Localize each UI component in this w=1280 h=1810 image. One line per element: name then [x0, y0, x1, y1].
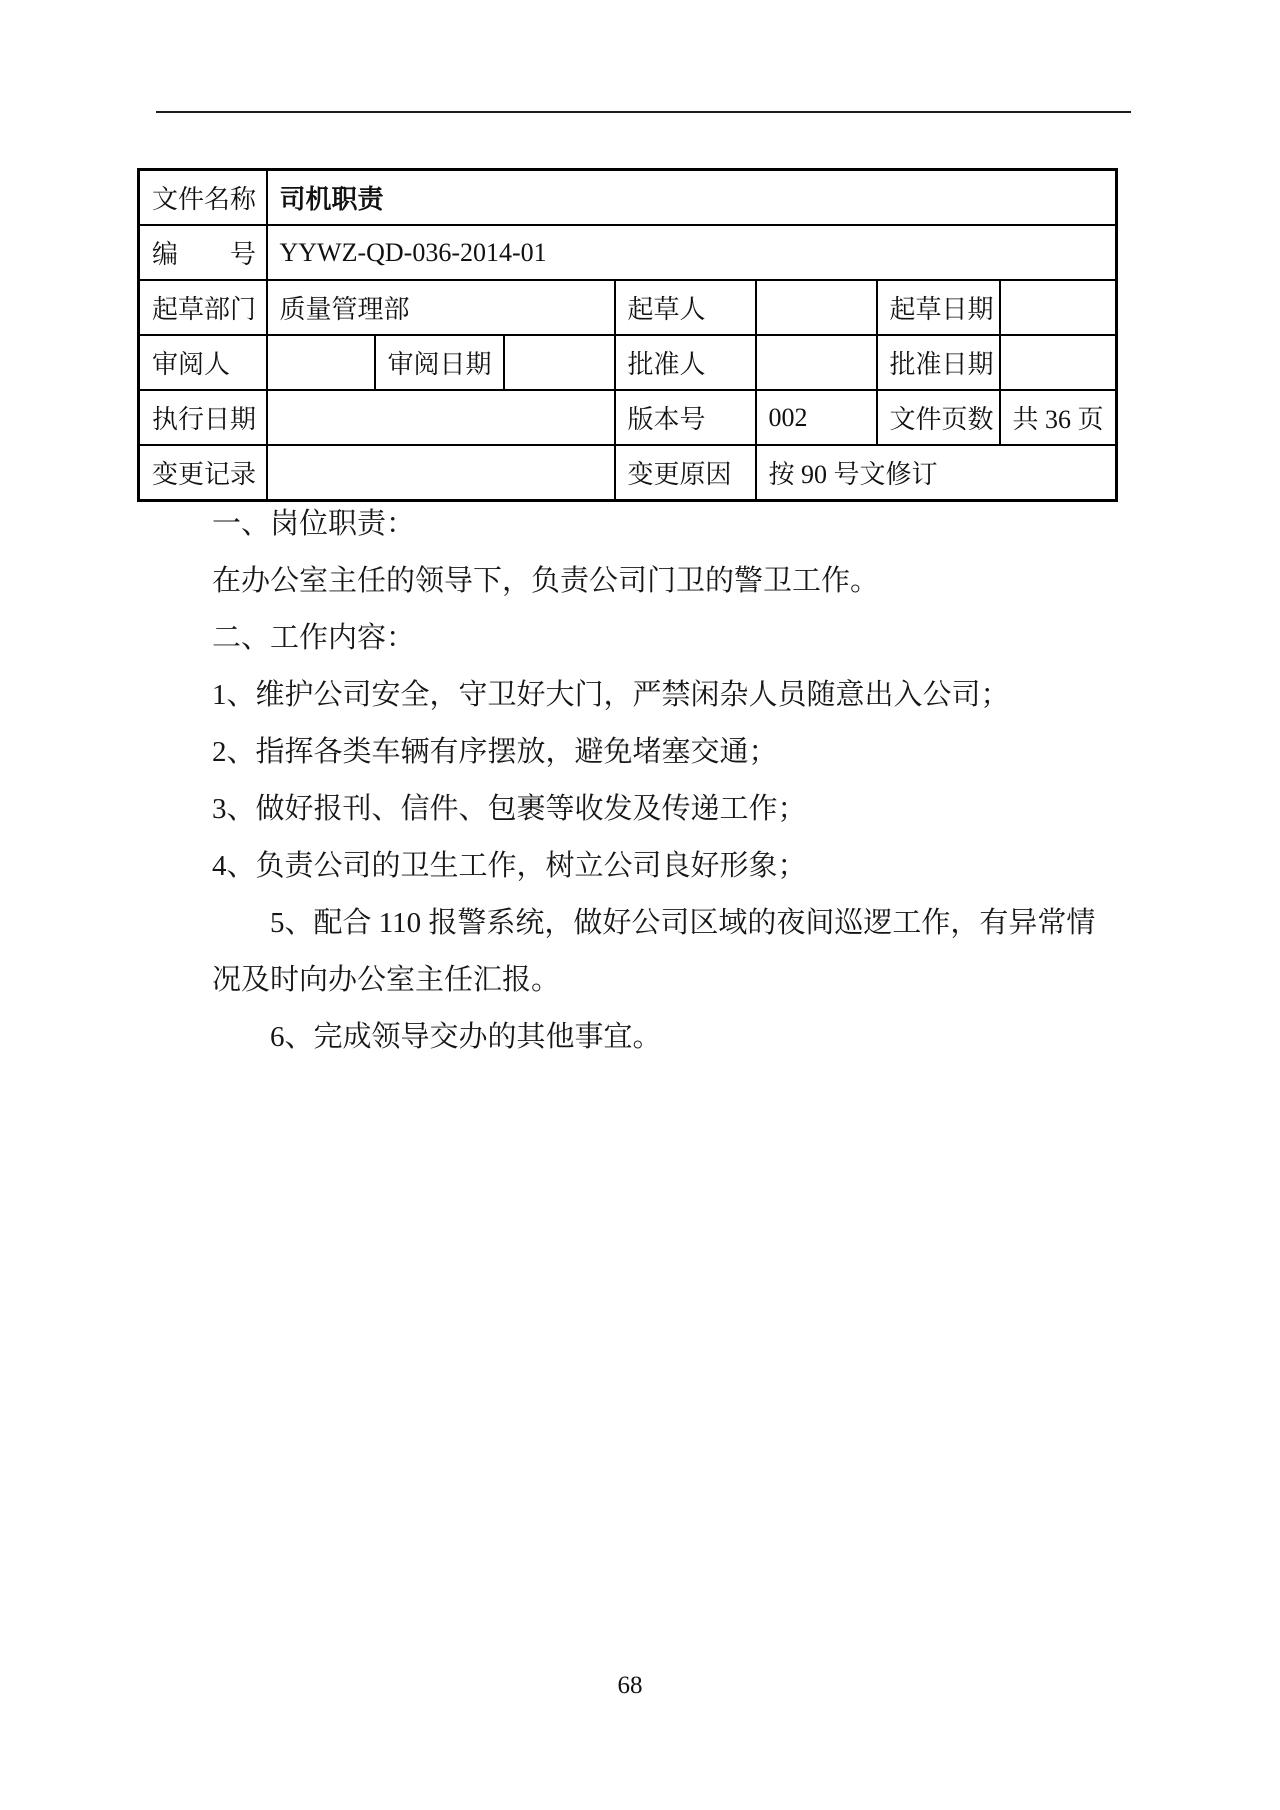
version-value: 002 [756, 390, 877, 445]
exec-date-value [267, 390, 615, 445]
drafter-label: 起草人 [615, 280, 756, 335]
document-info-table [137, 168, 1118, 502]
change-reason-value: 按 90 号文修订 [756, 445, 1117, 501]
draft-date-label: 起草日期 [877, 280, 1000, 335]
page-number: 68 [617, 1672, 643, 1699]
reviewer-value [267, 335, 375, 390]
doc-number-value: YYWZ-QD-036-2014-01 [267, 225, 1117, 280]
approve-date-label: 批准日期 [877, 335, 1000, 390]
table-row-review-approve [139, 335, 1117, 390]
doc-number-label: 编 号 [139, 225, 267, 280]
file-name-value: 司机职责 [267, 170, 1117, 226]
paragraph-duties-desc: 在办公室主任的领导下，负责公司门卫的警卫工作。 [212, 565, 880, 597]
list-item-5-line2: 况及时向办公室主任汇报。 [212, 964, 561, 996]
draft-date-value [1000, 280, 1117, 335]
list-item-3: 3、做好报刊、信件、包裹等收发及传递工作； [212, 793, 807, 825]
list-item-5-line1: 5、配合 110 报警系统，做好公司区域的夜间巡逻工作，有异常情 [270, 907, 1096, 939]
drafter-value [756, 280, 877, 335]
table-row-doc-number [139, 225, 1117, 280]
table-row-change [139, 445, 1117, 501]
table-row-file-name [139, 170, 1117, 226]
table-row-version [139, 390, 1117, 445]
draft-dept-value: 质量管理部 [267, 280, 615, 335]
pages-label: 文件页数 [877, 390, 1000, 445]
approver-label: 批准人 [615, 335, 756, 390]
draft-dept-label: 起草部门 [139, 280, 267, 335]
table-row-drafting [139, 280, 1117, 335]
version-label: 版本号 [615, 390, 756, 445]
list-item-6: 6、完成领导交办的其他事宜。 [270, 1021, 662, 1053]
review-date-value [504, 335, 615, 390]
change-record-value [267, 445, 615, 501]
heading-duties: 一、岗位职责： [212, 508, 416, 540]
reviewer-label: 审阅人 [139, 335, 267, 390]
list-item-2: 2、指挥各类车辆有序摆放，避免堵塞交通； [212, 736, 778, 768]
approver-value [756, 335, 877, 390]
change-reason-label: 变更原因 [615, 445, 756, 501]
exec-date-label: 执行日期 [139, 390, 267, 445]
heading-work-content: 二、工作内容： [212, 622, 416, 654]
header-divider [156, 111, 1131, 113]
document-body [212, 496, 1132, 1066]
file-name-label: 文件名称 [139, 170, 267, 226]
approve-date-value [1000, 335, 1117, 390]
pages-value: 共 36 页 [1000, 390, 1117, 445]
change-record-label: 变更记录 [139, 445, 267, 501]
list-item-4: 4、负责公司的卫生工作，树立公司良好形象； [212, 850, 807, 882]
list-item-1: 1、维护公司安全，守卫好大门，严禁闲杂人员随意出入公司； [212, 679, 1010, 711]
review-date-label: 审阅日期 [375, 335, 504, 390]
